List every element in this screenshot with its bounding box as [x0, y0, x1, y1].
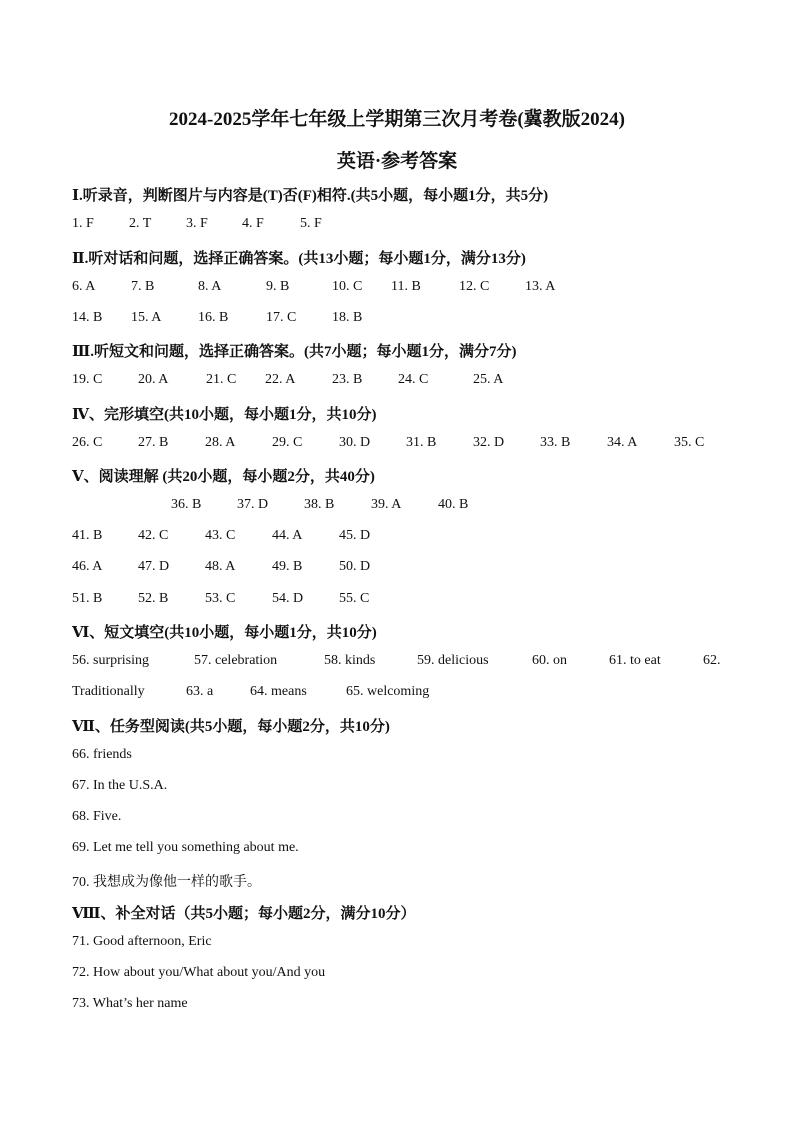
answer-70: 70. 我想成为像他一样的歌手。: [72, 875, 261, 890]
answer-66: 66. friends: [72, 747, 132, 762]
answer-item: 61. to eat: [609, 653, 661, 668]
section-3-heading: Ⅲ.听短文和问题，选择正确答案。(共7小题；每小题1分，满分7分): [72, 344, 517, 360]
answer-item: 17. C: [266, 310, 297, 325]
answer-item: 26. C: [72, 435, 103, 450]
answer-item: 32. D: [473, 435, 505, 450]
section-6-heading: Ⅵ、短文填空(共10小题，每小题1分，共10分): [72, 625, 377, 641]
answer-72: 72. How about you/What about you/And you: [72, 965, 326, 980]
section-2-heading: Ⅱ.听对话和问题，选择正确答案。(共13小题；每小题1分，满分13分): [72, 251, 526, 267]
section-5-heading: Ⅴ、阅读理解 (共20小题，每小题2分，共40分): [72, 469, 375, 485]
section-4-answers: [0, 435, 794, 455]
answer-item: 45. D: [339, 528, 371, 543]
answer-item: 19. C: [72, 372, 103, 387]
answer-item: 13. A: [525, 279, 556, 294]
answer-item: 23. B: [332, 372, 363, 387]
section-3-answers: [0, 372, 794, 392]
answer-item: 9. B: [266, 279, 290, 294]
section-5-answers-row-2: [0, 528, 794, 548]
answer-item: 41. B: [72, 528, 103, 543]
answer-item: 31. B: [406, 435, 437, 450]
page-title: 2024-2025学年七年级上学期第三次月考卷(冀教版2024): [169, 109, 625, 130]
answer-item: 38. B: [304, 497, 335, 512]
section-1-heading: Ⅰ.听录音，判断图片与内容是(T)否(F)相符.(共5小题，每小题1分，共5分): [72, 188, 549, 204]
answer-73: 73. What’s her name: [72, 996, 188, 1011]
section-7-heading: Ⅶ、任务型阅读(共5小题，每小题2分，共10分): [72, 719, 390, 735]
answer-68: 68. Five.: [72, 809, 122, 824]
answer-item: 2. T: [129, 216, 152, 231]
section-8-heading: Ⅷ、补全对话（共5小题；每小题2分，满分10分）: [72, 906, 416, 922]
answer-item: 39. A: [371, 497, 402, 512]
answer-item: 48. A: [205, 559, 236, 574]
answer-item: 20. A: [138, 372, 169, 387]
answer-item: 1. F: [72, 216, 94, 231]
answer-item: 54. D: [272, 591, 304, 606]
answer-item: 58. kinds: [324, 653, 376, 668]
answer-item: 27. B: [138, 435, 169, 450]
answer-item: 52. B: [138, 591, 169, 606]
section-6-answers-row-1: [0, 653, 794, 673]
answer-item: 34. A: [607, 435, 638, 450]
answer-item: 60. on: [532, 653, 567, 668]
answer-item: 7. B: [131, 279, 155, 294]
answer-item: 21. C: [206, 372, 237, 387]
answer-item: 49. B: [272, 559, 303, 574]
answer-item: 12. C: [459, 279, 490, 294]
answer-item: 53. C: [205, 591, 236, 606]
answer-item: 18. B: [332, 310, 363, 325]
answer-item: 33. B: [540, 435, 571, 450]
answer-item: 30. D: [339, 435, 371, 450]
answer-item: Traditionally: [72, 684, 145, 699]
section-4-heading: Ⅳ、完形填空(共10小题，每小题1分，共10分): [72, 407, 377, 423]
answer-item: 5. F: [300, 216, 322, 231]
answer-item: 51. B: [72, 591, 103, 606]
section-2-answers-row-1: [0, 279, 794, 299]
answer-item: 44. A: [272, 528, 303, 543]
answer-item: 29. C: [272, 435, 303, 450]
answer-item: 14. B: [72, 310, 103, 325]
section-5-answers-row-1: [0, 497, 794, 517]
answer-item: 11. B: [391, 279, 421, 294]
answer-item: 16. B: [198, 310, 229, 325]
answer-item: 4. F: [242, 216, 264, 231]
answer-item: 65. welcoming: [346, 684, 430, 699]
answer-item: 24. C: [398, 372, 429, 387]
answer-item: 25. A: [473, 372, 504, 387]
answer-item: 59. delicious: [417, 653, 489, 668]
answer-item: 3. F: [186, 216, 208, 231]
answer-item: 62.: [703, 653, 721, 668]
answer-item: 36. B: [171, 497, 202, 512]
page-subtitle: 英语·参考答案: [336, 151, 458, 172]
answer-item: 43. C: [205, 528, 236, 543]
answer-item: 15. A: [131, 310, 162, 325]
answer-69: 69. Let me tell you something about me.: [72, 840, 299, 855]
answer-item: 46. A: [72, 559, 103, 574]
answer-item: 63. a: [186, 684, 214, 699]
answer-item: 55. C: [339, 591, 370, 606]
section-6-answers-row-2: [0, 684, 794, 704]
answer-item: 37. D: [237, 497, 269, 512]
section-5-answers-row-4: [0, 591, 794, 611]
answer-item: 47. D: [138, 559, 170, 574]
answer-item: 8. A: [198, 279, 222, 294]
answer-item: 64. means: [250, 684, 307, 699]
answer-item: 42. C: [138, 528, 169, 543]
answer-item: 56. surprising: [72, 653, 149, 668]
answer-item: 35. C: [674, 435, 705, 450]
answer-item: 10. C: [332, 279, 363, 294]
answer-item: 28. A: [205, 435, 236, 450]
answer-71: 71. Good afternoon, Eric: [72, 934, 212, 949]
section-2-answers-row-2: [0, 310, 794, 330]
section-5-answers-row-3: [0, 559, 794, 579]
answer-item: 40. B: [438, 497, 469, 512]
answer-item: 50. D: [339, 559, 371, 574]
section-1-answers: [0, 216, 794, 236]
answer-item: 57. celebration: [194, 653, 278, 668]
answer-item: 6. A: [72, 279, 96, 294]
answer-item: 22. A: [265, 372, 296, 387]
answer-67: 67. In the U.S.A.: [72, 778, 168, 793]
